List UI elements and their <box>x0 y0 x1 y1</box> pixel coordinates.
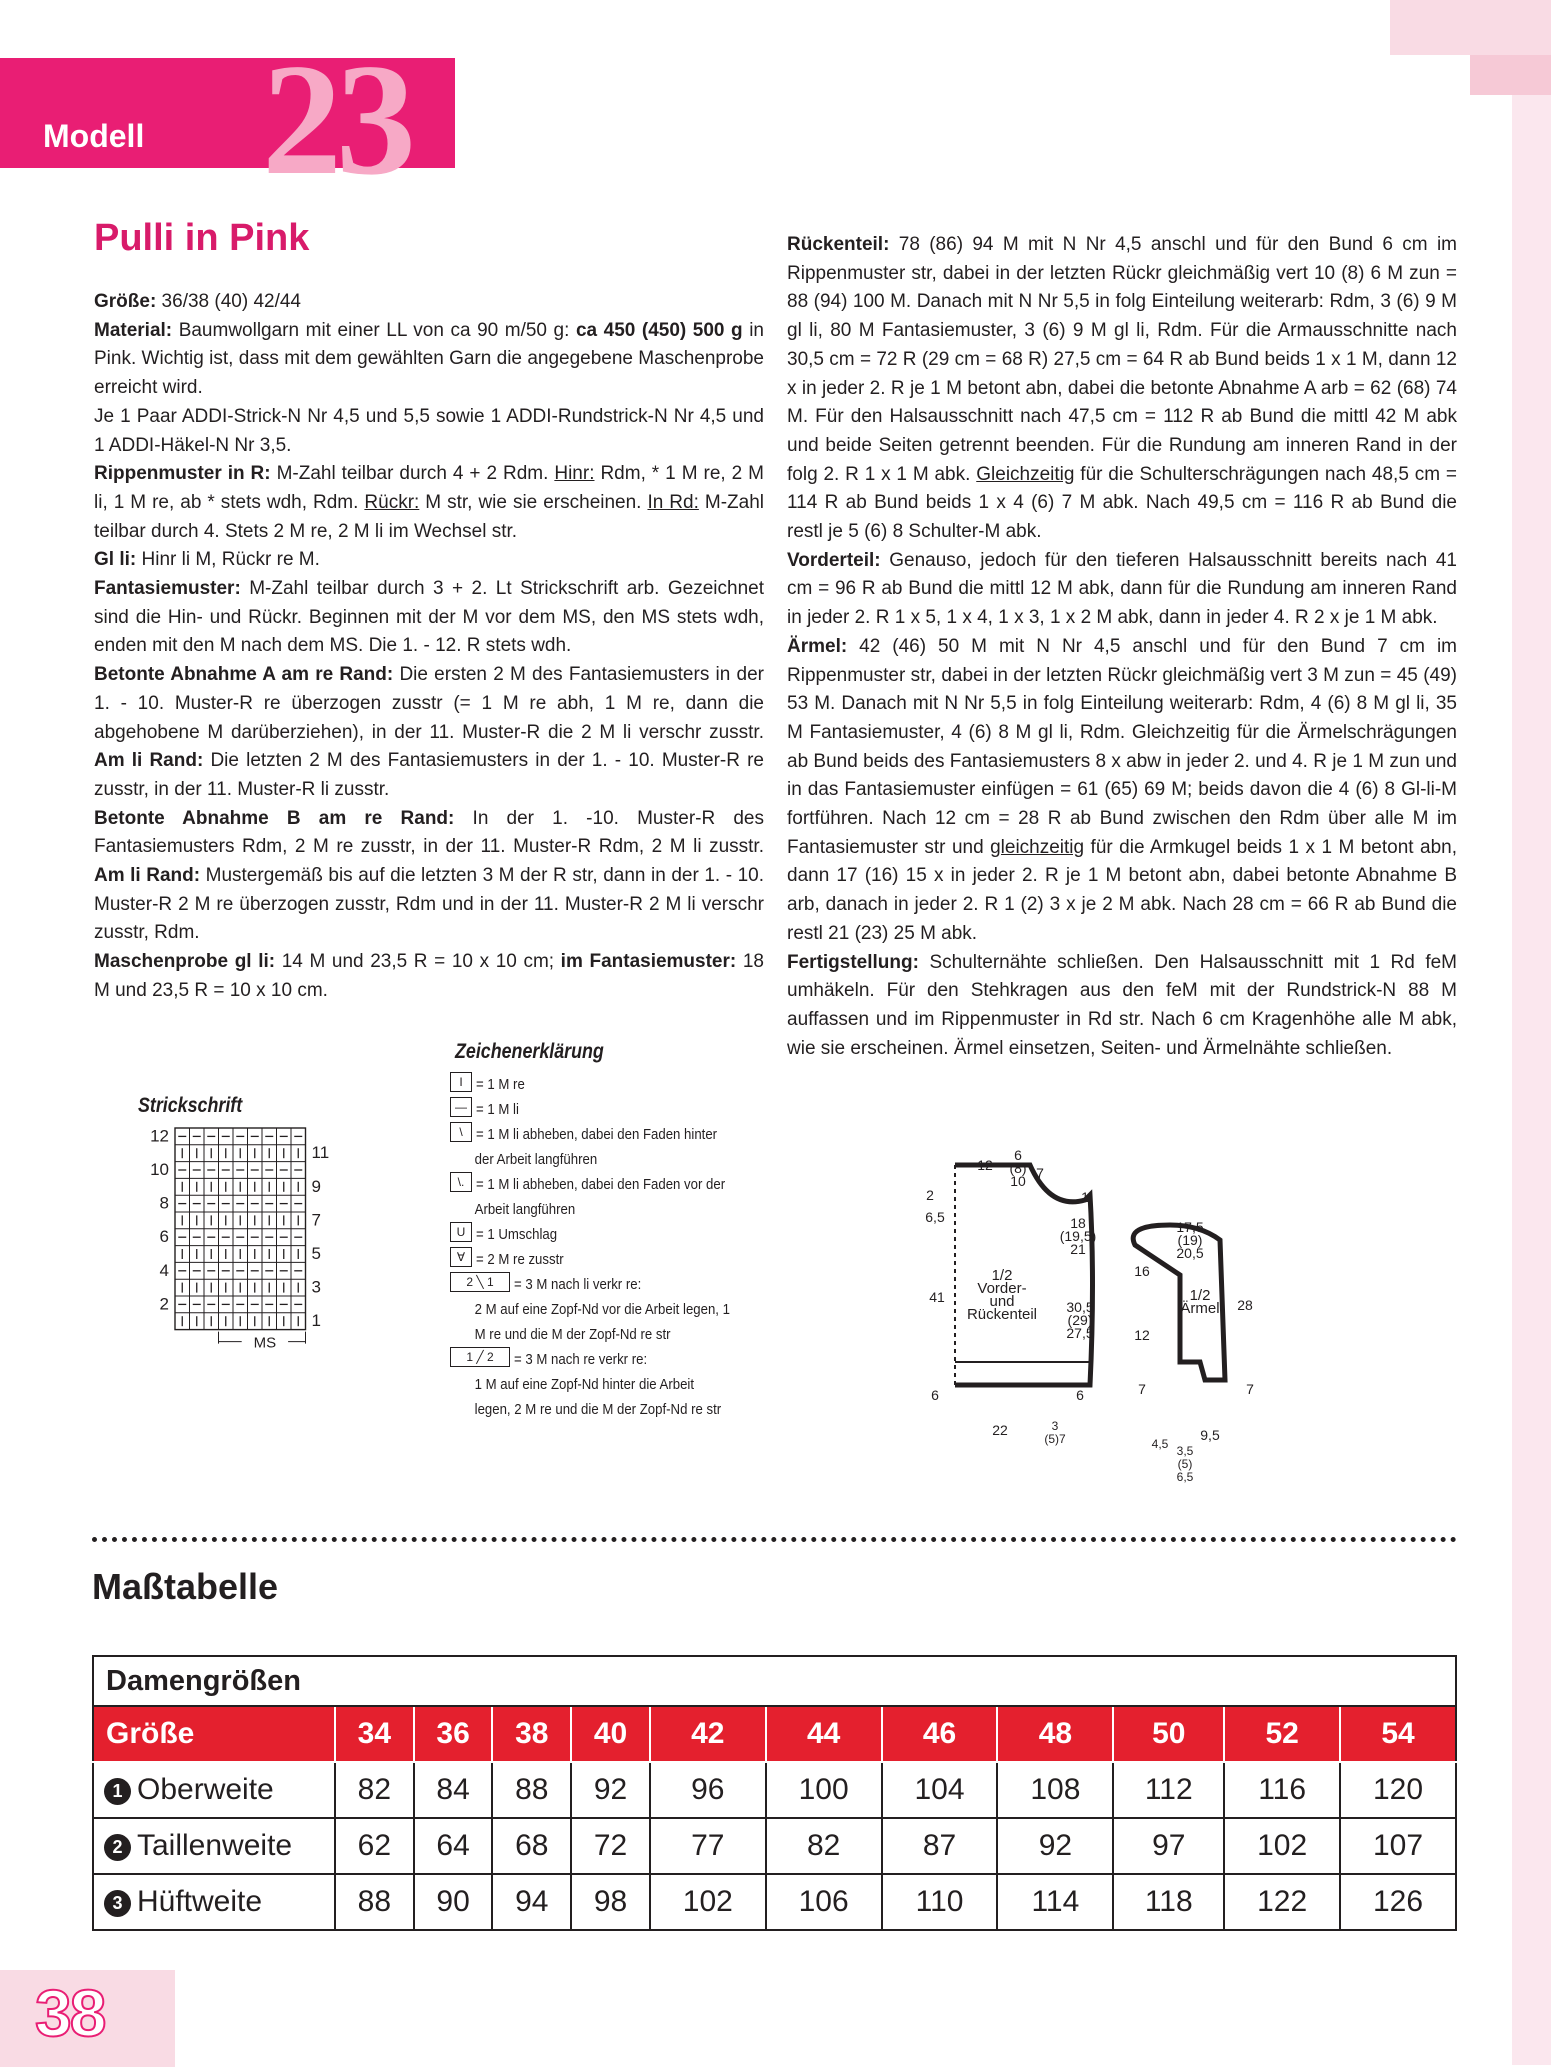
right-paragraph <box>787 949 1457 1064</box>
left-paragraph <box>94 403 764 460</box>
right-paragraph <box>787 547 1457 633</box>
left-paragraph <box>94 661 764 805</box>
right-text-t: 78 (86) 94 M mit N Nr 4,5 anschl und für den Bund 6 cm im Rippenmuster str, dabei in der letzten Rückr gleichmäßig vert 10 (8) 6 M zun = 88 (94) 100 M. Danach mit N Nr 5,5 in folg Einteilung weiterarb: Rdm, 3 (6) 9 M gl li, 80 M Fantasiemuster, 3 (6) 9 M gl li, Rdm. Für die Armausschnitte nach 30,5 cm = 72 R (29 cm = 68 R) 27,5 cm = 64 R ab Bund beids 1 x 1 M, dann 12 x in jeder 2. R je 1 M betont abn, dabei die betonte Abnahme A arb = 62 (68) 74 M. Für den Halsausschnitt nach 47,5 cm = 112 R ab Bund die mittl 42 M abk und beide Seiten getrennt beenden. Für die Rundung am inneren Rand in der folg 2. R 1 x 1 M abk. <box>787 234 1457 485</box>
legend-symbol: 2 ╲ 1 <box>450 1272 510 1292</box>
legend-text-cont: 1 M auf eine Zopf-Nd hinter die Arbeit <box>474 1376 695 1393</box>
left-paragraph <box>94 460 764 546</box>
sleeve-length-label: 28 <box>1237 1297 1253 1313</box>
page-number: 38 <box>35 1976 105 2050</box>
body-center-label: Rückenteil <box>966 1306 1038 1323</box>
right-text-t2: für die Schulterschrägungen nach 48,5 cm = 114 R ab Bund beids 1 x 4 (6) 7 M abk. Nach 49,5 cm = 116 R ab Bund die restl je 5 (6) 8 Schulter-M abk. <box>787 463 1457 543</box>
body-side-label: 27,5 <box>1066 1325 1094 1341</box>
table-row <box>93 1762 1456 1818</box>
legend-symbol: I <box>450 1072 472 1092</box>
table-cell: 88 <box>492 1762 571 1818</box>
left-text-t2: 18 M und 23,5 R = 10 x 10 cm. <box>94 951 764 1001</box>
legend-item <box>450 1247 780 1272</box>
table-caption-row <box>93 1656 1456 1706</box>
table-cell: 92 <box>997 1818 1113 1874</box>
table-cell: 110 <box>882 1874 998 1930</box>
table-cell: 77 <box>650 1818 766 1874</box>
left-text-t2: Mustergemäß bis auf die letzten 3 M der R str, dann in der 1. - 10. Muster-R 2 M re überzogen zusstr, Rdm und in der 11. Muster-R 2 M li verschr zusstr, Rdm. <box>94 865 764 944</box>
table-cell: 82 <box>335 1762 414 1818</box>
sleeve-b3-label: 6,5 <box>1176 1470 1194 1484</box>
dotted-separator <box>92 1537 1457 1542</box>
right-text-t2: für die Armkugel beids 1 x 1 M betont abn, dann 17 (16) 15 x in jeder 2. R je 1 M betont abn, dabei betonte Abnahme B arb, danach in jeder 2. R 1 (2) 3 x je 2 M abk. Nach 28 cm = 66 R ab Bund die restl 21 (23) 25 M abk. <box>787 836 1457 944</box>
left-text-t: Je 1 Paar ADDI-Strick-N Nr 4,5 und 5,5 sowie 1 ADDI-Rundstrick-N Nr 4,5 und 1 ADDI-Häkel-N Nr 3,5. <box>94 405 764 456</box>
chart-title: Strickschrift <box>138 1094 243 1117</box>
table-cell: 98 <box>571 1874 650 1930</box>
body-outline <box>955 1165 1093 1385</box>
legend-title: Zeichenerklärung <box>455 1040 604 1063</box>
table-cell: 114 <box>997 1874 1113 1930</box>
sleeve-b3-label: 3,5 <box>1176 1444 1194 1458</box>
body-bund-right-label: 6 <box>1076 1387 1084 1403</box>
right-text-b: Rückenteil: <box>787 234 890 255</box>
legend <box>450 1072 780 1422</box>
chart-row-label: 6 <box>159 1227 169 1247</box>
chart-row-label: 2 <box>159 1294 169 1314</box>
right-paragraph <box>787 231 1457 547</box>
body-armhole-label: 21 <box>1070 1241 1086 1257</box>
table-cell: 62 <box>335 1818 414 1874</box>
left-text-u: Hinr: <box>554 463 595 485</box>
table-cell: 126 <box>1340 1874 1456 1930</box>
chart-row-label: 1 <box>311 1311 321 1331</box>
legend-text-cont: Arbeit langführen <box>474 1201 576 1218</box>
sleeve-bund-left-label: 7 <box>1138 1381 1146 1397</box>
legend-symbol: ∀ <box>450 1247 472 1267</box>
legend-text-cont: legen, 2 M re und die M der Zopf-Nd re str <box>474 1401 722 1418</box>
sleeve-b3-label: (5) <box>1177 1457 1193 1471</box>
left-text-b: Fantasiemuster: <box>94 578 241 600</box>
left-text-u2: Rückr: <box>364 491 420 513</box>
garment-schematic <box>910 1140 1290 1500</box>
right-text-b: Vorderteil: <box>787 549 881 571</box>
chart-row-label: 7 <box>311 1210 321 1230</box>
table-cell: 116 <box>1224 1762 1340 1818</box>
left-paragraph <box>94 948 764 1005</box>
legend-text: = 1 Umschlag <box>476 1226 558 1243</box>
body-armhole-label: 18 <box>1070 1215 1086 1231</box>
body-width2-label: 3 <box>1051 1419 1059 1433</box>
sleeve-top-label: 17,5 <box>1176 1219 1204 1235</box>
body-center-label: und <box>989 1293 1015 1310</box>
table-header-size: 46 <box>882 1706 998 1762</box>
body-left-top-label: 2 <box>926 1187 934 1203</box>
table-cell: 72 <box>571 1818 650 1874</box>
body-width2-label: (5)7 <box>1044 1432 1066 1446</box>
table-header-size: 54 <box>1340 1706 1456 1762</box>
left-text-b: Gl li: <box>94 549 137 571</box>
table-cell: 120 <box>1340 1762 1456 1818</box>
legend-item <box>450 1072 780 1097</box>
table-cell: 90 <box>414 1874 493 1930</box>
left-text-t: Hinr li M, Rückr re M. <box>136 549 320 571</box>
legend-text: = 3 M nach re verkr re: <box>514 1351 648 1368</box>
left-text-t: 36/38 (40) 42/44 <box>156 291 301 312</box>
left-text-b: Rippenmuster in R: <box>94 463 271 485</box>
row-label-text: Oberweite <box>137 1773 274 1806</box>
left-text-b2: Am li Rand: <box>94 865 201 887</box>
left-text-t2: Die letzten 2 M des Fantasiemusters in der 1. - 10. Muster-R re zusstr, in der 11. Muster-R li zusstr. <box>94 750 764 800</box>
legend-item <box>450 1347 780 1372</box>
left-text-b: Betonte Abnahme B am re Rand: <box>94 807 455 829</box>
table-cell: 102 <box>1224 1818 1340 1874</box>
sleeve-cap-label: 16 <box>1134 1263 1150 1279</box>
body-neck-label: (8) <box>1009 1160 1027 1176</box>
legend-item <box>450 1272 780 1297</box>
table-cell: 92 <box>571 1762 650 1818</box>
body-shoulder-label: 7 <box>1036 1165 1044 1181</box>
row-number-badge: 1 <box>104 1778 131 1805</box>
legend-text-cont: der Arbeit langführen <box>474 1151 598 1168</box>
row-label-text: Hüftweite <box>137 1885 263 1918</box>
table-cell: 88 <box>335 1874 414 1930</box>
legend-item <box>450 1172 780 1197</box>
left-text-t2: in Pink. Wichtig ist, dass mit dem gewählten Garn die angegebene Maschenprobe erreicht wird. <box>94 319 764 399</box>
body-neck-label: 10 <box>1010 1173 1026 1189</box>
side-stripe <box>1512 95 1551 2065</box>
chart-row-label: 3 <box>311 1277 321 1297</box>
table-header-size: 50 <box>1113 1706 1224 1762</box>
left-text-t: 14 M und 23,5 R = 10 x 10 cm; <box>275 951 561 973</box>
left-paragraph <box>94 288 764 317</box>
table-cell: 82 <box>766 1818 882 1874</box>
legend-symbol: \ <box>450 1122 472 1142</box>
legend-text: = 1 M re <box>476 1076 525 1093</box>
table-cell: 84 <box>414 1762 493 1818</box>
left-text-b: Größe: <box>94 291 157 312</box>
chart-row-label: 10 <box>150 1160 169 1180</box>
table-cell: 107 <box>1340 1818 1456 1874</box>
page-title: Pulli in Pink <box>94 217 310 259</box>
body-side-label: 30,5 <box>1066 1299 1094 1315</box>
body-right-top-label: 1 <box>1081 1189 1089 1205</box>
table-header-size: 42 <box>650 1706 766 1762</box>
model-label: Modell <box>43 118 145 154</box>
table-title: Maßtabelle <box>92 1566 279 1607</box>
row-number-badge: 3 <box>104 1890 131 1917</box>
left-text-u3: In Rd: <box>647 491 699 513</box>
chart-row-label: 8 <box>159 1193 169 1213</box>
left-paragraph <box>94 575 764 661</box>
left-text-t: Baumwollgarn mit einer LL von ca 90 m/50 g: <box>172 319 576 341</box>
body-side-label: (29) <box>1067 1312 1093 1328</box>
left-column <box>94 288 764 1006</box>
right-text-b: Ärmel: <box>787 635 848 657</box>
left-text-t: M-Zahl teilbar durch 4 + 2 Rdm. <box>270 463 555 485</box>
table-row-label <box>93 1874 335 1930</box>
body-height-label: 41 <box>929 1289 945 1305</box>
sleeve-b1-label: 4,5 <box>1151 1437 1169 1451</box>
table-cell: 87 <box>882 1818 998 1874</box>
legend-text-cont: 2 M auf eine Zopf-Nd vor die Arbeit legen, 1 <box>474 1301 730 1318</box>
row-number-badge: 2 <box>104 1834 131 1861</box>
legend-symbol: 1 ╱ 2 <box>450 1347 510 1367</box>
legend-text-cont: M re und die M der Zopf-Nd re str <box>474 1326 671 1343</box>
body-bund-left-label: 6 <box>931 1387 939 1403</box>
body-top-label: 12 <box>977 1157 993 1173</box>
table-cell: 118 <box>1113 1874 1224 1930</box>
table-header-row <box>93 1706 1456 1762</box>
table-header-size: 48 <box>997 1706 1113 1762</box>
sleeve-b2-label: 9,5 <box>1200 1427 1220 1443</box>
row-label-text: Taillenweite <box>137 1829 293 1862</box>
body-neck-label: 6 <box>1014 1147 1022 1163</box>
left-paragraph <box>94 805 764 949</box>
right-text-t: 42 (46) 50 M mit N Nr 4,5 anschl und für den Bund 7 cm im Rippenmuster str, dabei in der letzten Rückr gleichmäßig vert 3 M zun = 45 (49) 53 M. Danach mit N Nr 5,5 in folg Einteilung weiterarb: Rdm, 4 (6) 8 M gl li, 35 M Fantasiemuster, 4 (6) 8 M gl li, Rdm. Gleichzeitig für die Ärmelschrägungen ab Bund beids des Fantasiemusters 8 x abw in jeder 2. und 4. R je 1 M zun und in das Fantasiemuster einfügen = 61 (65) 69 M; beids davon die 4 (6) 8 Gl-li-M fortführen. Nach 12 cm = 28 R ab Bund zwischen den Rdm über alle M im Fantasiemuster str und <box>787 635 1457 858</box>
knitting-chart <box>135 1118 395 1428</box>
table-cell: 122 <box>1224 1874 1340 1930</box>
body-armhole-label: (19,5) <box>1059 1228 1097 1244</box>
left-text-t: In der 1. -10. Muster-R des Fantasiemusters Rdm, 2 M re zusstr, in der 11. Muster-R Rdm, 2 M li zusstr. <box>94 807 764 858</box>
table-header-size: 36 <box>414 1706 493 1762</box>
size-table <box>92 1655 1457 1931</box>
corner-decoration-2 <box>1470 55 1551 95</box>
left-text-b: Maschenprobe gl li: <box>94 951 276 973</box>
left-text-b: Material: <box>94 319 173 341</box>
legend-item <box>450 1122 780 1147</box>
table-header-label: Größe <box>93 1706 335 1762</box>
chart-row-label: 5 <box>311 1244 321 1264</box>
table-cell: 100 <box>766 1762 882 1818</box>
right-text-b: Fertigstellung: <box>787 951 919 973</box>
right-text-u: Gleichzeitig <box>976 463 1075 485</box>
legend-item <box>450 1097 780 1122</box>
sleeve-center-label: Ärmel <box>1180 1300 1220 1317</box>
table-cell: 112 <box>1113 1762 1224 1818</box>
right-paragraph <box>787 633 1457 949</box>
table-header-size: 40 <box>571 1706 650 1762</box>
legend-symbol: U <box>450 1222 472 1242</box>
table-header-size: 38 <box>492 1706 571 1762</box>
left-text-b: Betonte Abnahme A am re Rand: <box>94 664 394 686</box>
corner-decoration <box>1390 0 1551 55</box>
left-text-t2: Rdm, * 1 M re, 2 M li, 1 M re, ab * stets wdh, Rdm. <box>94 463 764 513</box>
table-header-size: 44 <box>766 1706 882 1762</box>
table-header-size: 34 <box>335 1706 414 1762</box>
left-paragraph <box>94 317 764 403</box>
model-number: 23 <box>262 30 410 208</box>
legend-text: = 3 M nach li verkr re: <box>514 1276 642 1293</box>
legend-symbol: \. <box>450 1172 472 1192</box>
table-cell: 64 <box>414 1818 493 1874</box>
table-row <box>93 1818 1456 1874</box>
table-header-size: 52 <box>1224 1706 1340 1762</box>
body-center-label: Vorder- <box>977 1280 1027 1297</box>
table-row-label <box>93 1818 335 1874</box>
left-text-t: M-Zahl teilbar durch 3 + 2. Lt Strickschrift arb. Gezeichnet sind die Hin- und Rückr. Beginnen mit der M vor dem MS, den MS stets wdh, enden mit den M nach dem MS. Die 1. - 12. R stets wdh. <box>94 578 764 657</box>
legend-symbol: — <box>450 1097 472 1117</box>
chart-row-label: 9 <box>311 1176 321 1196</box>
sleeve-lower-label: 12 <box>1134 1327 1150 1343</box>
legend-text: = 1 M li abheben, dabei den Faden vor der <box>476 1176 726 1193</box>
table-row <box>93 1874 1456 1930</box>
table-cell: 104 <box>882 1762 998 1818</box>
body-left-top2-label: 6,5 <box>925 1209 945 1225</box>
chart-row-label: 4 <box>159 1260 169 1280</box>
right-text-t: Genauso, jedoch für den tieferen Halsausschnitt bereits nach 41 cm = 96 R ab Bund die mittl 12 M abk, dann für die Rundung am inneren Rand in jeder 2. R 1 x 5, 1 x 4, 1 x 3, 1 x 2 M abk, dann in jeder 4. R 2 x je 1 M abk. <box>787 549 1457 629</box>
table-cell: 102 <box>650 1874 766 1930</box>
legend-text: = 1 M li <box>476 1101 519 1118</box>
body-width-label: 22 <box>992 1422 1008 1438</box>
table-cell: 96 <box>650 1762 766 1818</box>
left-text-t: Die ersten 2 M des Fantasiemusters in der 1. - 10. Muster-R re überzogen zusstr (= 1 M re abh, 1 M re, dann die abgehobene M darüberziehen), in der 11. Muster-R die 2 M li verschr zusstr. <box>94 664 764 743</box>
sleeve-top-label: (19) <box>1177 1232 1203 1248</box>
left-text-b2: ca 450 (450) 500 g <box>575 319 743 341</box>
left-paragraph <box>94 546 764 575</box>
legend-item <box>450 1222 780 1247</box>
chart-row-label: 11 <box>311 1143 330 1163</box>
legend-text: = 1 M li abheben, dabei den Faden hinter <box>476 1126 718 1143</box>
left-text-t3: M str, wie sie erscheinen. <box>419 491 648 513</box>
table-cell: 108 <box>997 1762 1113 1818</box>
ms-label: MS <box>253 1334 277 1352</box>
right-text-t: Schulternähte schließen. Den Halsausschnitt mit 1 Rd feM umhäkeln. Für den Stehkragen aus den feM mit der Rundstrick-N 88 M auffassen und im Rippenmuster in Rd str. Nach 6 cm Kragenhöhe alle M abk, wie sie erscheinen. Ärmel einsetzen, Seiten- und Ärmelnähte schließen. <box>787 951 1457 1059</box>
left-text-t4: M-Zahl teilbar durch 4. Stets 2 M re, 2 M li im Wechsel str. <box>94 491 764 542</box>
legend-text: = 2 M re zusstr <box>476 1251 564 1268</box>
table-cell: 97 <box>1113 1818 1224 1874</box>
table-row-label <box>93 1762 335 1818</box>
sleeve-center-label: 1/2 <box>1189 1287 1211 1304</box>
table-cell: 106 <box>766 1874 882 1930</box>
chart-row-label: 12 <box>150 1126 169 1146</box>
table-caption: Damengrößen <box>93 1656 1456 1706</box>
sleeve-bund-right-label: 7 <box>1246 1381 1254 1397</box>
left-text-b2: im Fantasiemuster: <box>560 951 737 973</box>
table-cell: 68 <box>492 1818 571 1874</box>
table-cell: 94 <box>492 1874 571 1930</box>
sleeve-top-label: 20,5 <box>1176 1245 1204 1261</box>
right-column <box>787 231 1457 1063</box>
right-text-u: gleichzeitig <box>990 836 1085 858</box>
body-center-label: 1/2 <box>991 1267 1013 1284</box>
left-text-b2: Am li Rand: <box>94 750 204 772</box>
